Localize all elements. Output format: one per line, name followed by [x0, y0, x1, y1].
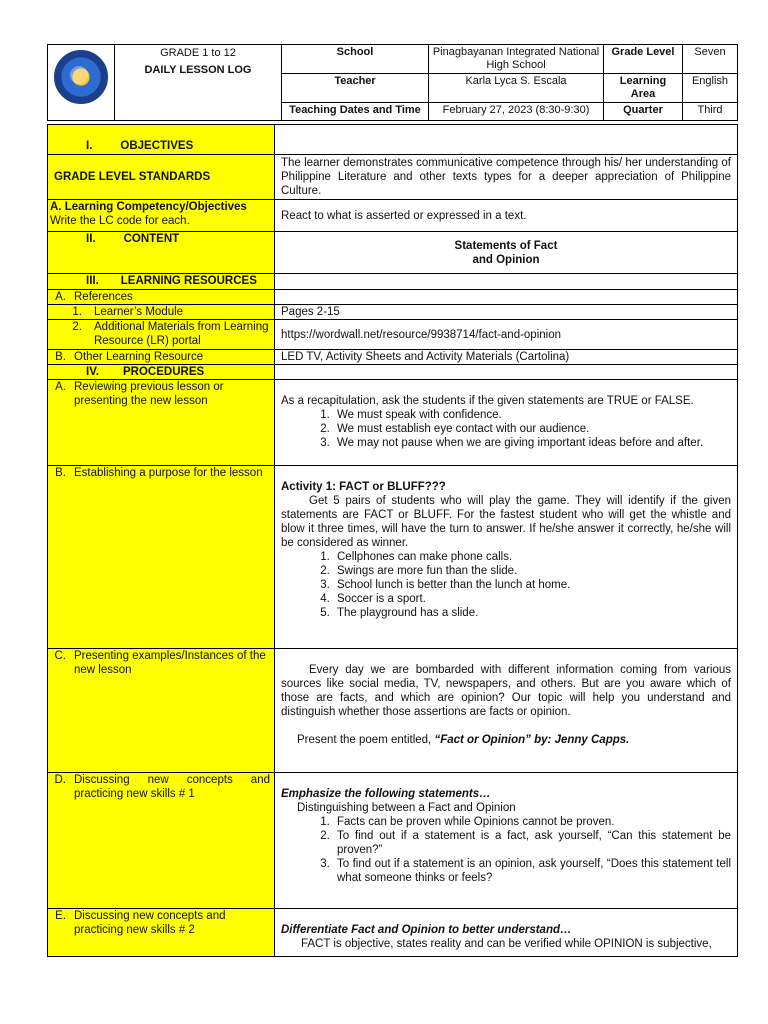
proc-c-text: Every day we are bombarded with different information coming from various sources like social media, TV, newspapers, and others. But are you aware which of those are facts, and which are opinion? Our topic will help you understand and distinguish whether those assertions are facts or opinion.: [281, 664, 731, 718]
proc-b-label: B. Establishing a purpose for the lesson: [48, 466, 275, 649]
proc-d-label: D. Discussing new concepts and practicing new skills # 1: [48, 773, 275, 909]
lc-label: A. Learning Competency/Objectives: [50, 201, 247, 213]
proc-d-title: Emphasize the following statements…: [281, 788, 491, 800]
objectives-blank: [275, 125, 738, 155]
list-item: 2. Swings are more fun than the slide.: [333, 564, 731, 578]
grade-range: GRADE 1 to 12: [160, 47, 236, 59]
list-item: 1. Facts can be proven while Opinions cannot be proven.: [333, 815, 731, 829]
proc-e-text: FACT is objective, states reality and can be verified while OPINION is subjective,: [301, 938, 712, 950]
additional-materials-link[interactable]: https://wordwall.net/resource/9938714/fact-and-opinion: [275, 320, 738, 350]
content-title: Statements of Fact and Opinion: [275, 232, 738, 274]
gls-text: The learner demonstrates communicative competence through his/ her understanding of Philippine Literature and other texts types for a deeper appreciation of Philippine Culture.: [275, 155, 738, 200]
other-resource-value: LED TV, Activity Sheets and Activity Materials (Cartolina): [275, 350, 738, 365]
proc-b-list: [281, 550, 731, 620]
proc-d-sub: Distinguishing between a Fact and Opinion: [297, 802, 516, 814]
list-item: 1. We must speak with confidence.: [333, 408, 731, 422]
list-item: 3. To find out if a statement is an opinion, ask yourself, “Does this statement tell what someone thinks or feels?: [333, 857, 731, 885]
lc-cell: [48, 200, 275, 232]
list-item: 3. School lunch is better than the lunch at home.: [333, 578, 731, 592]
lc-text: React to what is asserted or expressed in a text.: [275, 200, 738, 232]
proc-c-content: [275, 649, 738, 773]
gls-label: GRADE LEVEL STANDARDS: [48, 155, 275, 200]
additional-materials-label: 2. Additional Materials from Learning Resource (LR) portal: [48, 320, 275, 350]
references-label: A. References: [48, 290, 275, 305]
proc-e-label: E. Discussing new concepts and practicing new skills # 2: [48, 909, 275, 957]
quarter-value: Third: [683, 103, 738, 121]
list-item: 4. Soccer is a sport.: [333, 592, 731, 606]
proc-b-text: Get 5 pairs of students who will play the game. They will identify if the given statements are FACT or BLUFF. For the fastest student who will get the whistle and blow it three times, will have the turn to answer. If he/she answer it correctly, he/she will be considered as winner.: [281, 495, 731, 549]
lc-sub: Write the LC code for each.: [50, 215, 190, 227]
references-blank: [275, 290, 738, 305]
lesson-log-header: [47, 44, 738, 121]
procedures-blank: [275, 365, 738, 380]
list-item: 2. We must establish eye contact with our audience.: [333, 422, 731, 436]
deped-seal-icon: [54, 50, 108, 104]
teacher-value: Karla Lyca S. Escala: [429, 74, 604, 103]
grade-value: Seven: [683, 45, 738, 74]
proc-c-poem: Present the poem entitled, “Fact or Opinion” by: Jenny Capps.: [297, 734, 630, 746]
school-label: School: [282, 45, 429, 74]
other-resource-label: B. Other Learning Resource: [48, 350, 275, 365]
proc-a-content: [275, 380, 738, 466]
proc-d-list: [281, 815, 731, 885]
teacher-label: Teacher: [282, 74, 429, 103]
proc-e-title: Differentiate Fact and Opinion to better understand…: [281, 924, 572, 936]
list-item: 2. To find out if a statement is a fact, ask yourself, “Can this statement be proven?”: [333, 829, 731, 857]
list-item: 1. Cellphones can make phone calls.: [333, 550, 731, 564]
logo-cell: [48, 45, 115, 121]
proc-c-label: C. Presenting examples/Instances of the new lesson: [48, 649, 275, 773]
school-value: Pinagbayanan Integrated National High School: [429, 45, 604, 74]
dates-label: Teaching Dates and Time: [282, 103, 429, 121]
area-value: English: [683, 74, 738, 103]
proc-b-content: [275, 466, 738, 649]
list-item: 3. We may not pause when we are giving important ideas before and after.: [333, 436, 731, 450]
proc-b-title: Activity 1: FACT or BLUFF???: [281, 481, 446, 493]
proc-a-label: A. Reviewing previous lesson or presenting the new lesson: [48, 380, 275, 466]
procedures-heading: IV. PROCEDURES: [48, 365, 275, 380]
lesson-plan-table: [47, 124, 738, 957]
content-heading: II. CONTENT: [48, 232, 275, 274]
log-title: DAILY LESSON LOG: [144, 64, 252, 76]
learners-module-value: Pages 2-15: [275, 305, 738, 320]
quarter-label: Quarter: [604, 103, 683, 121]
objectives-heading: I. OBJECTIVES: [48, 125, 275, 155]
grade-label: Grade Level: [604, 45, 683, 74]
title-cell: [115, 45, 282, 121]
proc-a-intro: As a recapitulation, ask the students if the given statements are TRUE or FALSE.: [281, 395, 694, 407]
resources-blank: [275, 274, 738, 290]
area-label: Learning Area: [604, 74, 683, 103]
proc-e-content: [275, 909, 738, 957]
proc-d-content: [275, 773, 738, 909]
dates-value: February 27, 2023 (8:30-9:30): [429, 103, 604, 121]
learners-module-label: 1. Learner’s Module: [48, 305, 275, 320]
resources-heading: III. LEARNING RESOURCES: [48, 274, 275, 290]
proc-a-list: [281, 408, 731, 450]
list-item: 5. The playground has a slide.: [333, 606, 731, 620]
